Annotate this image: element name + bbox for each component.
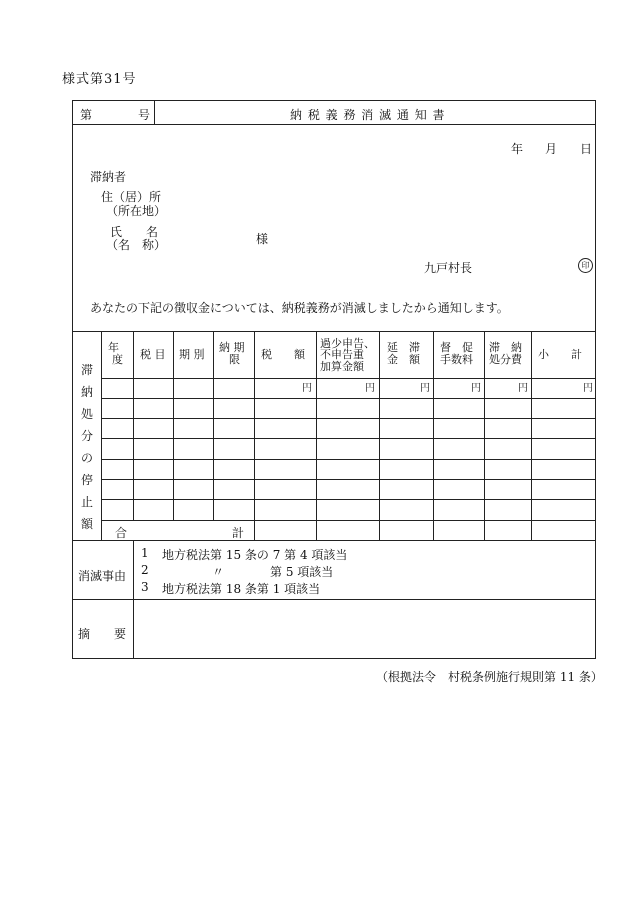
extinction-item-text: 地方税法第 15 条の 7 第 4 項該当 [162,548,348,562]
divider [101,479,596,480]
name-sub-label: （名 称） [106,238,167,252]
divider [531,331,532,540]
honorific: 様 [256,232,269,246]
col-header-tokusoku: 手数料 [440,353,473,366]
number-suffix: 号 [138,108,151,122]
extinction-item-text: 第 5 項該当 [270,565,334,579]
divider [213,331,214,520]
form-title: 納 税 義 務 消 滅 通 知 書 [290,108,446,122]
divider [101,418,596,419]
divider [254,331,255,540]
address-label: 住（居）所 [101,190,162,204]
divider [484,331,485,540]
total-label: 計 [232,526,245,540]
col-header-taino-shobun: 処分費 [489,353,522,366]
divider [433,331,434,540]
yen-unit: 円 [365,383,375,394]
col-header-noki: 納 期 [219,341,245,354]
side-label-char: 滞 [80,363,93,377]
col-header-kasho: 不申告重 [320,348,364,361]
col-header-noki: 限 [229,353,240,366]
extinction-item-num: 2 [141,563,149,577]
col-header-entai: 延 滞 [387,341,420,354]
col-header-kibetsu: 期 別 [179,348,205,361]
side-label-char: 分 [80,429,93,443]
divider [72,124,596,125]
yen-unit: 円 [583,383,593,394]
col-header-kasho: 過少申告、 [320,337,375,350]
col-header-shokei: 小 計 [538,348,582,361]
side-label-char: 止 [80,495,93,509]
side-label-char: 額 [80,517,93,531]
divider [173,331,174,520]
extinction-item-text: 地方税法第 18 条第 1 項該当 [162,582,321,596]
col-header-nendo: 年 [108,341,119,354]
col-header-taino-shobun: 滞 納 [489,341,522,354]
col-header-tokusoku: 督 促 [440,341,473,354]
divider [101,331,102,540]
divider [72,331,596,332]
date-month: 月 [545,142,558,156]
name-label: 氏 名 [110,225,159,239]
notice-text: あなたの下記の徴収金については、納税義務が消滅しましたから通知します。 [90,301,509,315]
extinction-item-num: 3 [141,580,149,594]
col-header-zeigaku: 税 額 [261,348,305,361]
taxpayer-label: 滞納者 [90,170,127,184]
divider [101,499,596,500]
extinction-label: 消滅事由 [78,569,127,583]
yen-unit: 円 [420,383,430,394]
side-label-char: 停 [80,473,93,487]
divider [133,331,134,520]
divider [101,520,596,521]
form-number: 様式第31号 [62,72,137,87]
remarks-label: 摘 要 [78,627,127,641]
number-label: 第 [80,108,93,122]
col-header-kasho: 加算金額 [320,360,364,373]
col-header-entai: 金 額 [387,353,420,366]
seal-mark: 印 [578,258,593,273]
ditto-mark: 〃 [212,565,225,579]
divider [379,331,380,540]
total-label: 合 [115,526,128,540]
date-year: 年 [511,142,524,156]
side-label-char: 納 [80,385,93,399]
legal-basis-note: （根拠法令 村税条例施行規則第 11 条） [376,670,603,684]
divider [154,100,155,124]
side-label-char: 処 [80,407,93,421]
issuer-name: 九戸村長 [424,261,473,275]
divider [101,438,596,439]
yen-unit: 円 [518,383,528,394]
col-header-zeimoku: 税 目 [140,348,166,361]
divider [72,599,596,600]
side-label-char: の [80,451,93,465]
yen-unit: 円 [302,383,312,394]
divider [101,459,596,460]
divider [316,331,317,540]
col-header-nendo: 度 [112,353,123,366]
address-sub-label: （所在地） [106,204,167,218]
divider [72,540,596,541]
yen-unit: 円 [471,383,481,394]
date-day: 日 [580,142,593,156]
extinction-item-num: 1 [141,546,149,560]
divider [101,398,596,399]
